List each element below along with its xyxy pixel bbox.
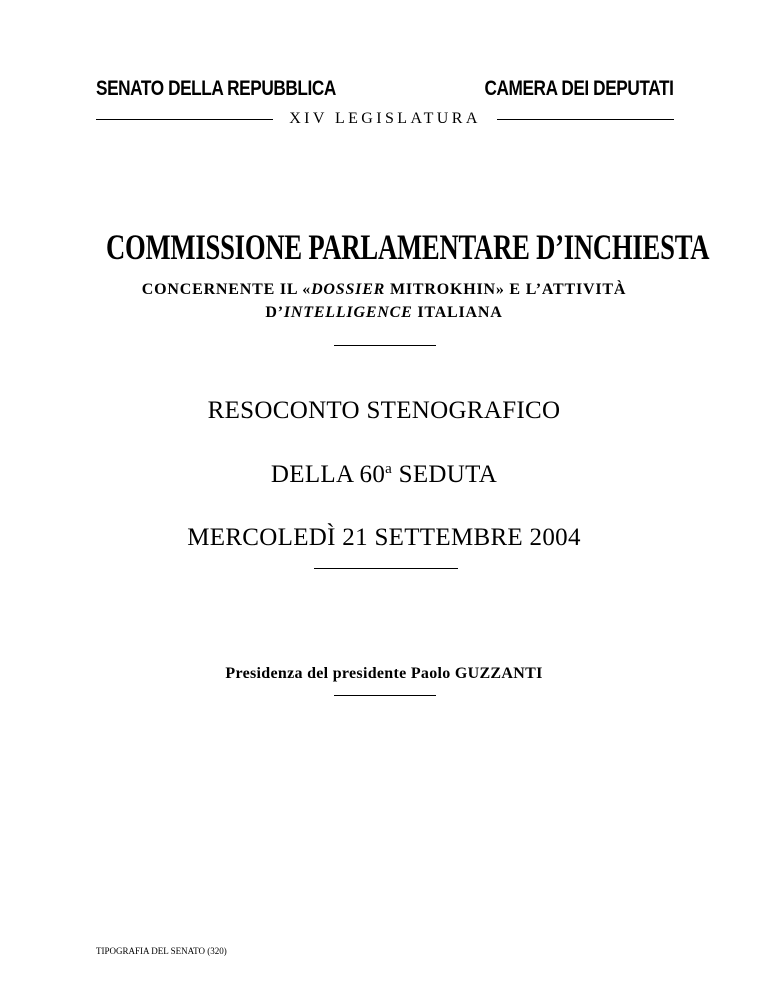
subtitle1-prefix: CONCERNENTE IL « [141,281,312,298]
camera-header: CAMERA DEI DEPUTATI [484,77,673,100]
legislatura-label: XIV LEGISLATURA [289,110,481,127]
divider-1 [334,345,436,346]
commission-subtitle-line2 [0,304,768,322]
subtitle2-italic: INTELLIGENCE [283,304,413,321]
session-sup: a [385,461,393,477]
commission-subtitle-line1 [0,281,768,299]
report-title: RESOCONTO STENOGRAFICO [207,397,561,424]
printer-footer: TIPOGRAFIA DEL SENATO (320) [96,946,227,956]
divider-3 [334,695,436,696]
session-suffix: SEDUTA [392,461,498,488]
subtitle2-suffix: ITALIANA [412,304,503,321]
legislatura-rule-left [96,119,273,120]
session-prefix: DELLA 60 [270,461,386,488]
commission-title-text: COMMISSIONE PARLAMENTARE D’INCHIESTA [105,227,710,267]
session-date: MERCOLEDÌ 21 SETTEMBRE 2004 [187,524,581,551]
senato-header: SENATO DELLA REPUBBLICA [96,77,336,100]
session-number [0,461,768,489]
subtitle2-prefix: D’ [265,304,284,321]
legislatura-row [96,109,674,129]
subtitle1-suffix: MITROKHIN» E L’ATTIVITÀ [385,281,627,298]
presidency-line: Presidenza del presidente Paolo GUZZANTI [225,665,543,682]
subtitle1-italic: DOSSIER [311,281,386,298]
legislatura-rule-right [497,119,674,120]
commission-title [0,226,768,268]
divider-2 [314,568,458,569]
